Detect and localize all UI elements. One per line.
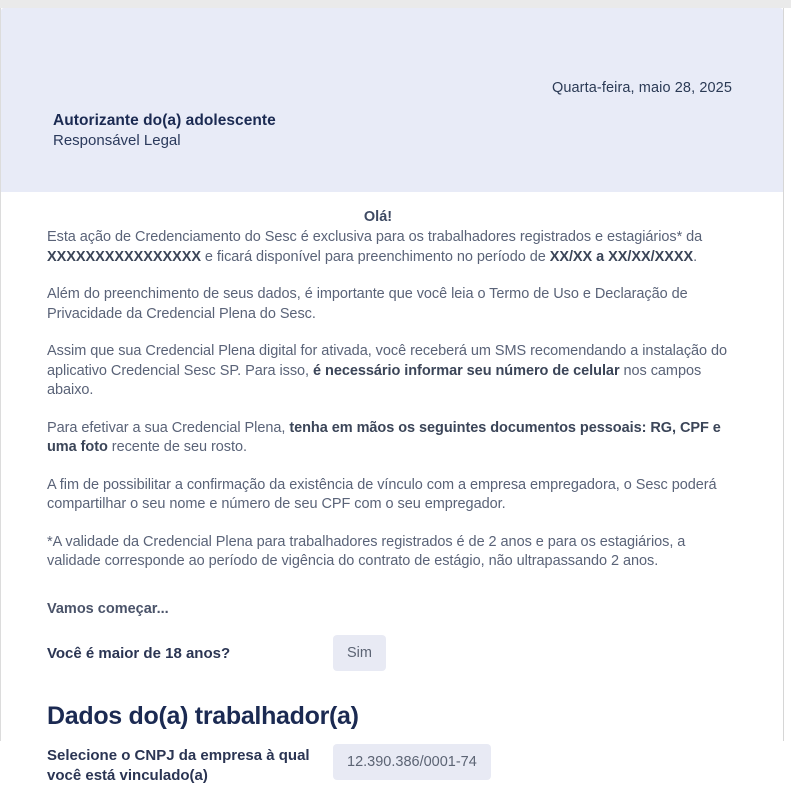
terms-paragraph: Além do preenchimento de seus dados, é importante que você leia o Termo de Uso e Declaração de Privacidade da Credencial Plena do Sesc. [47,286,688,322]
validity-footnote: *A validade da Credencial Plena para trabalhadores registrados é de 2 anos e para os estagiários, a validade corresponde ao período de vigência do contrato de estágio, não ultrapassando 2 anos. [47,533,686,569]
cnpj-label: Selecione o CNPJ da empresa à qual você está vinculado(a) [47,746,310,784]
page-subtitle: Responsável Legal [53,132,181,149]
intro-line-2-suffix: . [693,248,698,265]
intro-line-1: Esta ação de Credenciamento do Sesc é exclusiva para os trabalhadores registrados e estagiários* [47,229,683,245]
form-body [1,209,783,786]
age-question-label: Você é maior de 18 anos? [47,644,231,662]
greeting-text: Olá! [363,209,393,225]
cnpj-row [47,744,737,786]
sms-prefix: Assim que sua Credencial Plena digital for ativada, você receberá um SMS recomendando a instalação do aplicativo Credencial Sesc SP. Para isso, [47,343,728,379]
intro-line-2-middle: e ficará disponível para preenchimento no período de [200,248,550,265]
period-placeholder: XX/XX a XX/XX/XXXX [549,248,694,265]
page-title: Autorizante do(a) adolescente [53,112,276,129]
section-title-worker-data: Dados do(a) trabalhador(a) [47,701,359,730]
documents-suffix: recente de seu rosto. [107,439,247,455]
company-placeholder: XXXXXXXXXXXXXXXX [47,248,201,265]
intro-paragraph [47,228,737,267]
header-date: Quarta-feira, maio 28, 2025 [551,80,732,96]
intro-line-2-prefix: da [686,229,703,245]
form-header-banner [1,8,783,192]
employer-paragraph: A fim de possibilitar a confirmação da existência de vínculo com a empresa empregadora, o Sesc poderá compartilhar o seu nome e número de seu CPF com o seu empregador. [47,476,717,512]
start-text: Vamos começar... [47,600,169,617]
documents-paragraph [47,419,737,458]
documents-prefix: Para efetivar a sua Credencial Plena, [47,419,290,436]
form-page [0,8,784,784]
sms-paragraph [47,342,737,401]
documents-bold: tenha em mãos os seguintes documentos pessoais: RG, CPF e uma foto [47,419,721,455]
sms-suffix: nos campos abaixo. [47,362,702,398]
cnpj-select[interactable]: 12.390.386/0001-74 [333,744,491,780]
page-top-strip [0,0,791,8]
age-question-input[interactable]: Sim [333,635,386,671]
sms-bold: é necessário informar seu número de celular [313,362,620,379]
age-question-row [47,635,737,671]
